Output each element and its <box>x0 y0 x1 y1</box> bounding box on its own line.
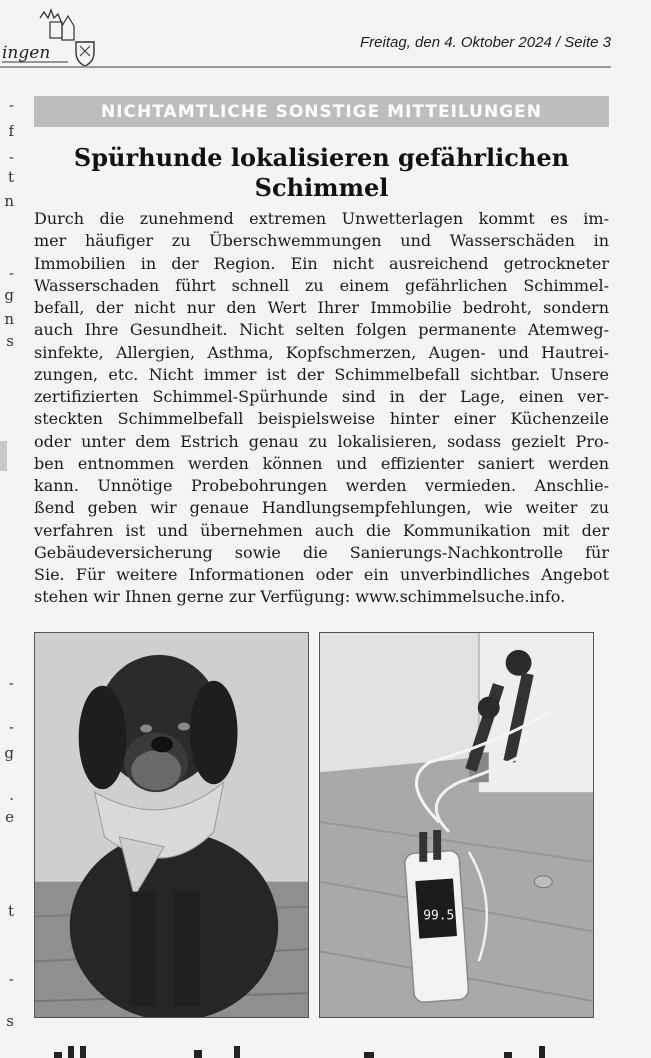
photo-moisture-meter <box>319 632 594 1018</box>
article-body-line: befall, der nicht nur den Wert Ihrer Immobilie bedroht, sondern <box>34 298 609 317</box>
article-body-line: verfahren ist und übernehmen auch die Kommunikation mit der <box>34 520 609 540</box>
adjacent-text-fragment: t <box>7 902 14 920</box>
adjacent-text-fragment: n <box>4 310 14 328</box>
photo-detection-dog <box>34 632 309 1018</box>
article-title-line: Schimmel <box>254 173 389 202</box>
crest-icon <box>76 42 94 66</box>
adjacent-gray-box <box>0 441 7 471</box>
article-body-line: Durch die zunehmend extremen Unwetterlagen kommt es im- <box>34 209 609 228</box>
article-body-line: oder unter dem Estrich genau zu lokalisieren, sodass gezielt Pro- <box>34 431 609 451</box>
adjacent-text-fragment: - <box>8 718 14 736</box>
article-body-line: Immobilien in der Region. Ein nicht ausreichend getrockneter <box>34 253 609 273</box>
adjacent-text-fragment: - <box>8 674 14 692</box>
meter-reading: 99.5 <box>423 908 455 924</box>
article-body <box>34 208 609 609</box>
municipality-logo <box>0 8 108 68</box>
adjacent-text-fragment: - <box>8 970 14 988</box>
article-title-line: Spürhunde lokalisieren gefährlichen <box>73 143 570 172</box>
page-header-date: Freitag, den 4. Oktober 2024 / Seite 3 <box>360 34 611 51</box>
section-heading: NICHTAMTLICHE SONSTIGE MITTEILUNGEN <box>34 96 609 127</box>
article-body-line: ben entnommen werden können und effizienter saniert werden <box>34 453 609 473</box>
article-body-line: mer häufiger zu Überschwemmungen und Wasserschäden in <box>34 231 609 251</box>
next-article-headline-fragment <box>34 1040 609 1058</box>
article-body-line: sinfekte, Allergien, Asthma, Kopfschmerzen, Augen- und Hautrei- <box>34 342 609 362</box>
adjacent-text-fragment: s <box>6 332 14 350</box>
adjacent-text-fragment: - <box>8 96 14 114</box>
article-body-line: zungen, etc. Nicht immer ist der Schimmelbefall sichtbar. Unsere <box>34 364 609 384</box>
article-body-line: kann. Unnötige Probebohrungen werden vermieden. Anschlie- <box>34 476 609 495</box>
article-body-line: Sie. Für weitere Informationen oder ein unverbindliches Angebot <box>34 565 609 584</box>
article-body-line: auch Ihre Gesundheit. Nicht selten folgen permanente Atemweg- <box>34 320 609 340</box>
article-body-line: stehen wir Ihnen gerne zur Verfügung: www.schimmelsuche.info. <box>34 587 566 607</box>
adjacent-text-fragment: g <box>4 744 14 762</box>
adjacent-text-fragment: e <box>5 808 14 826</box>
article-body-line: Gebäudeversicherung sowie die Sanierungs-Nachkontrolle für <box>34 542 609 562</box>
adjacent-column-fragment <box>0 96 14 1036</box>
logo-text: ingen <box>2 43 51 63</box>
adjacent-text-fragment: g <box>4 286 14 304</box>
article-body-line: zertifizierten Schimmel-Spürhunde sind in der Lage, einen ver- <box>34 387 609 406</box>
article-body-line: steckten Schimmelbefall beispielsweise hinter einer Küchenzeile <box>34 409 609 429</box>
article-title <box>34 143 609 203</box>
adjacent-text-fragment: f <box>8 122 14 140</box>
article-body-line: ßend geben wir genaue Handlungsempfehlungen, wie weiter zu <box>34 498 609 518</box>
header-divider <box>0 66 611 68</box>
adjacent-text-fragment: - <box>8 264 14 282</box>
article-body-line: Wasserschaden führt schnell zu einem gefährlichen Schimmel- <box>34 275 609 295</box>
adjacent-text-fragment: . <box>9 786 14 804</box>
adjacent-text-fragment: n <box>4 192 14 210</box>
adjacent-text-fragment: - <box>8 148 14 166</box>
adjacent-text-fragment: t <box>7 168 14 186</box>
adjacent-text-fragment: s <box>6 1012 14 1030</box>
